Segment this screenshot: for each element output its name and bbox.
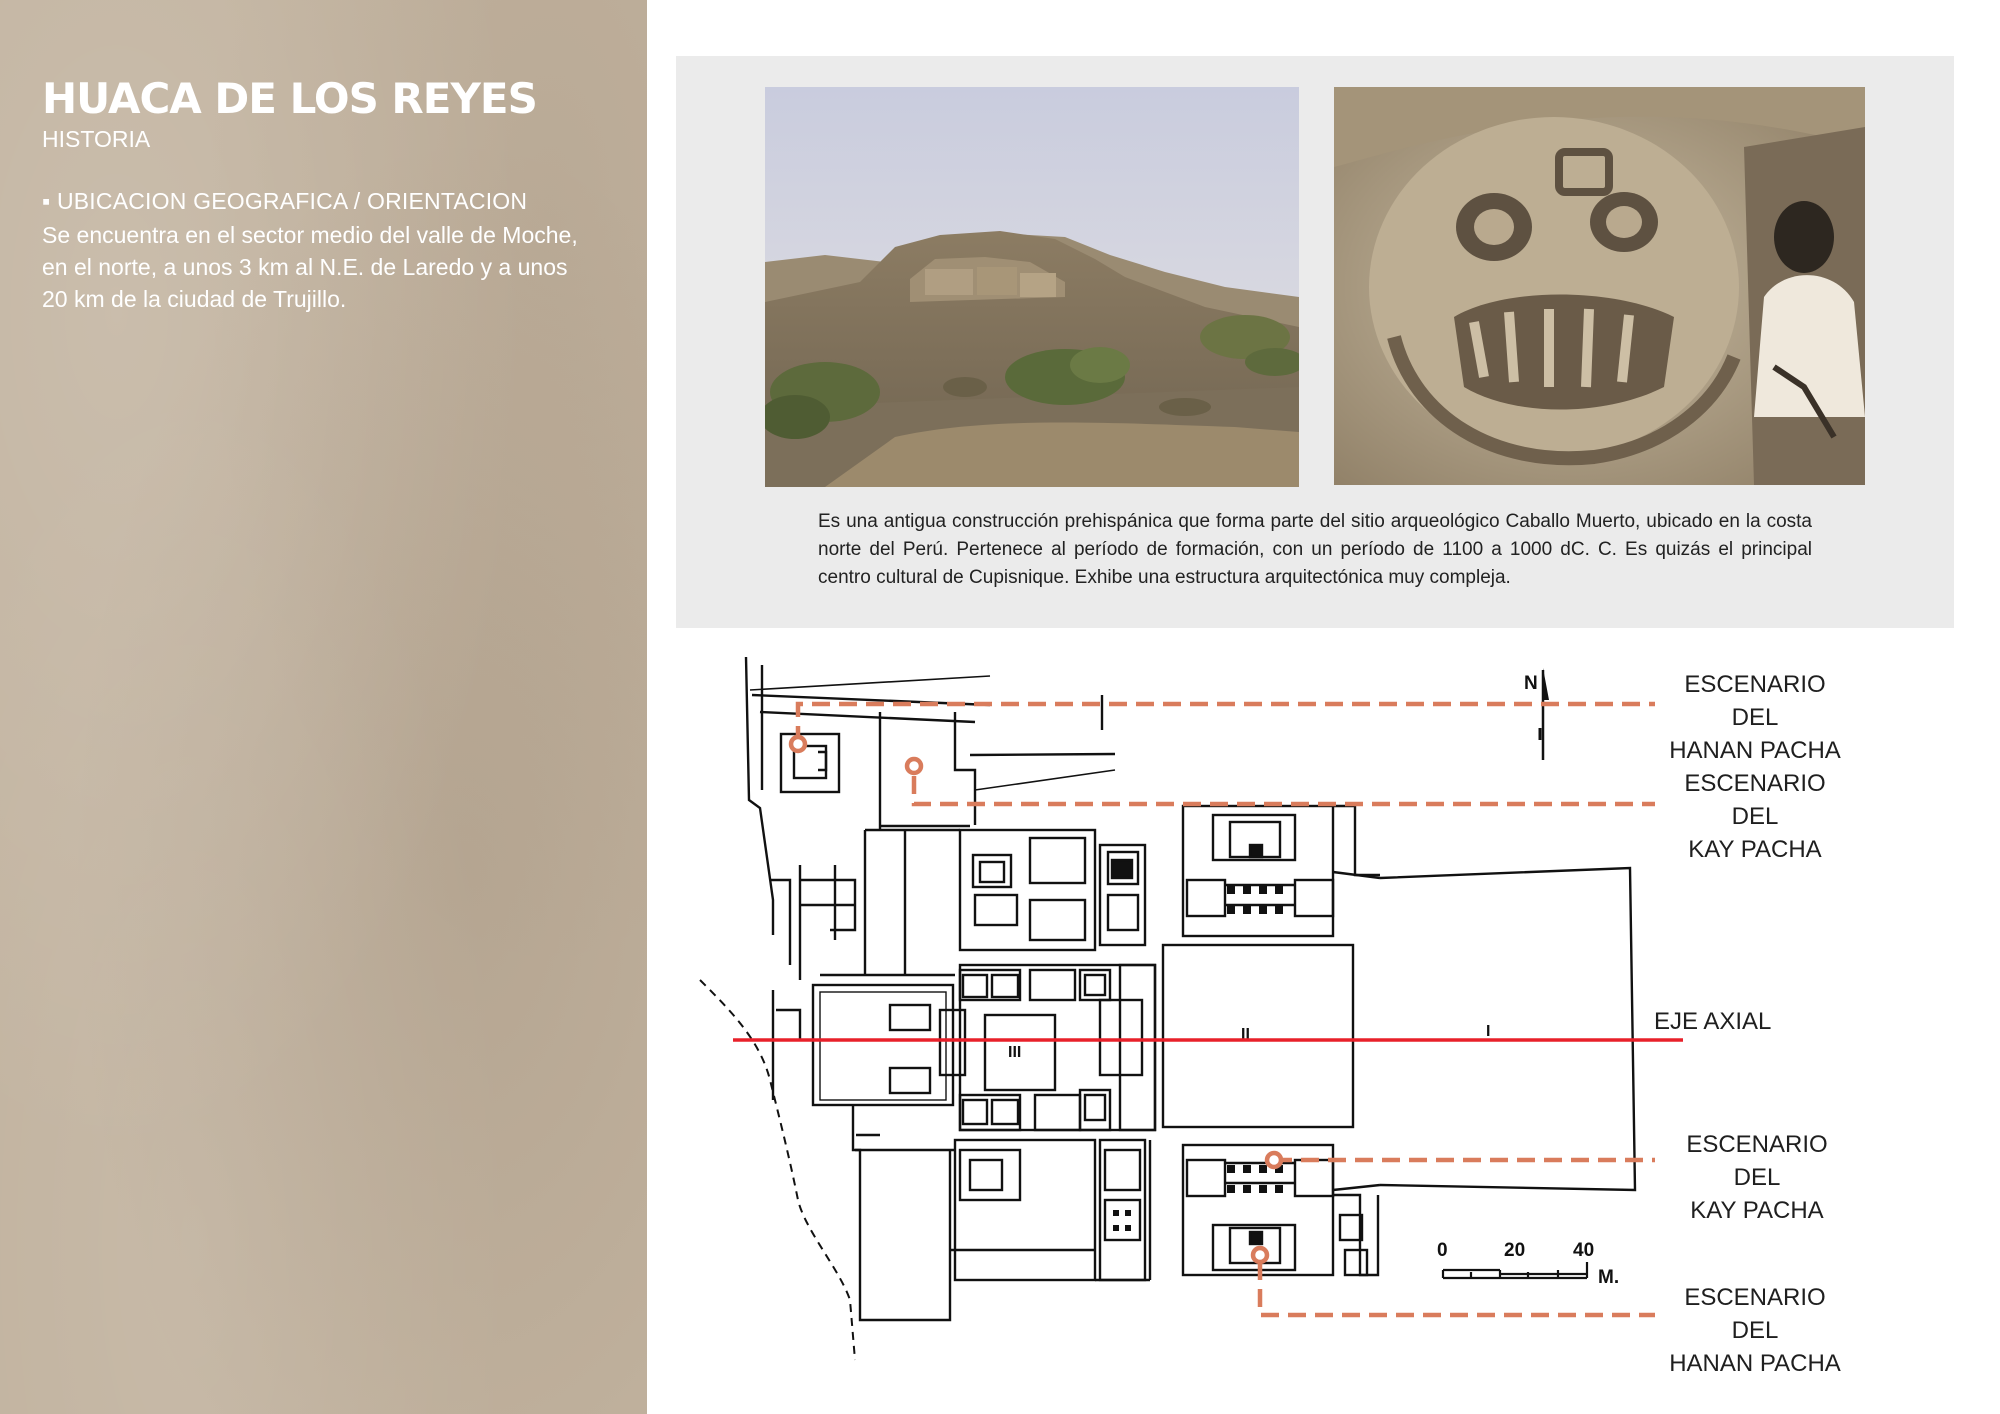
label-hanan-pacha-bottom: ESCENARIO DEL HANAN PACHA	[1669, 1284, 1841, 1377]
sidebar-panel	[0, 0, 647, 1414]
marker-kay-top	[907, 759, 921, 773]
frieze-photo	[1334, 87, 1865, 485]
north-label: N	[1524, 673, 1538, 694]
leader-kay-top	[914, 776, 1655, 804]
section-heading: ▪ UBICACION GEOGRAFICA / ORIENTACION	[42, 188, 528, 214]
page-subtitle: HISTORIA	[42, 126, 151, 152]
landscape-photo	[765, 87, 1299, 487]
scale-tick-40: 40	[1573, 1240, 1595, 1261]
label-kay-pacha-top: ESCENARIO DEL KAY PACHA	[1684, 770, 1826, 863]
section-body: Se encuentra en el sector medio del valle de Moche, en el norte, a unos 3 km al N.E. de Laredo y a unos 20 km de la ciudad de Trujillo.	[42, 222, 578, 312]
plaza-numeral-i: I	[1486, 1023, 1491, 1040]
marker-kay-bottom	[1267, 1153, 1281, 1167]
label-kay-pacha-bottom: ESCENARIO DEL KAY PACHA	[1686, 1131, 1828, 1224]
photo-caption: Es una antigua construcción prehispánica que forma parte del sitio arqueológico Caballo Muerto, ubicado en la costa norte del Perú. Pertenece al período de formación, con un período de 1100 a 1000 dC. C. Es quizás el principal centro cultural de Cupisnique. Exhibe una estructura arquitectónica muy compleja.	[818, 511, 1812, 588]
north-arrow-icon	[1540, 668, 1549, 760]
label-hanan-pacha-top: ESCENARIO DEL HANAN PACHA	[1669, 671, 1841, 764]
scale-tick-20: 20	[1504, 1240, 1526, 1261]
leader-hanan-top	[798, 704, 1655, 744]
architectural-plan	[690, 650, 1740, 1380]
page-title: HUACA DE LOS REYES	[42, 74, 537, 123]
scale-unit: M.	[1598, 1267, 1620, 1288]
marker-hanan-bottom	[1253, 1248, 1267, 1262]
marker-hanan-top	[791, 737, 805, 751]
plaza-numeral-ii: II	[1241, 1026, 1250, 1043]
scale-tick-0: 0	[1437, 1240, 1448, 1261]
label-eje-axial: EJE AXIAL	[1654, 1008, 1772, 1035]
plaza-numeral-iii: III	[1008, 1044, 1022, 1061]
scale-bar	[1443, 1262, 1587, 1278]
